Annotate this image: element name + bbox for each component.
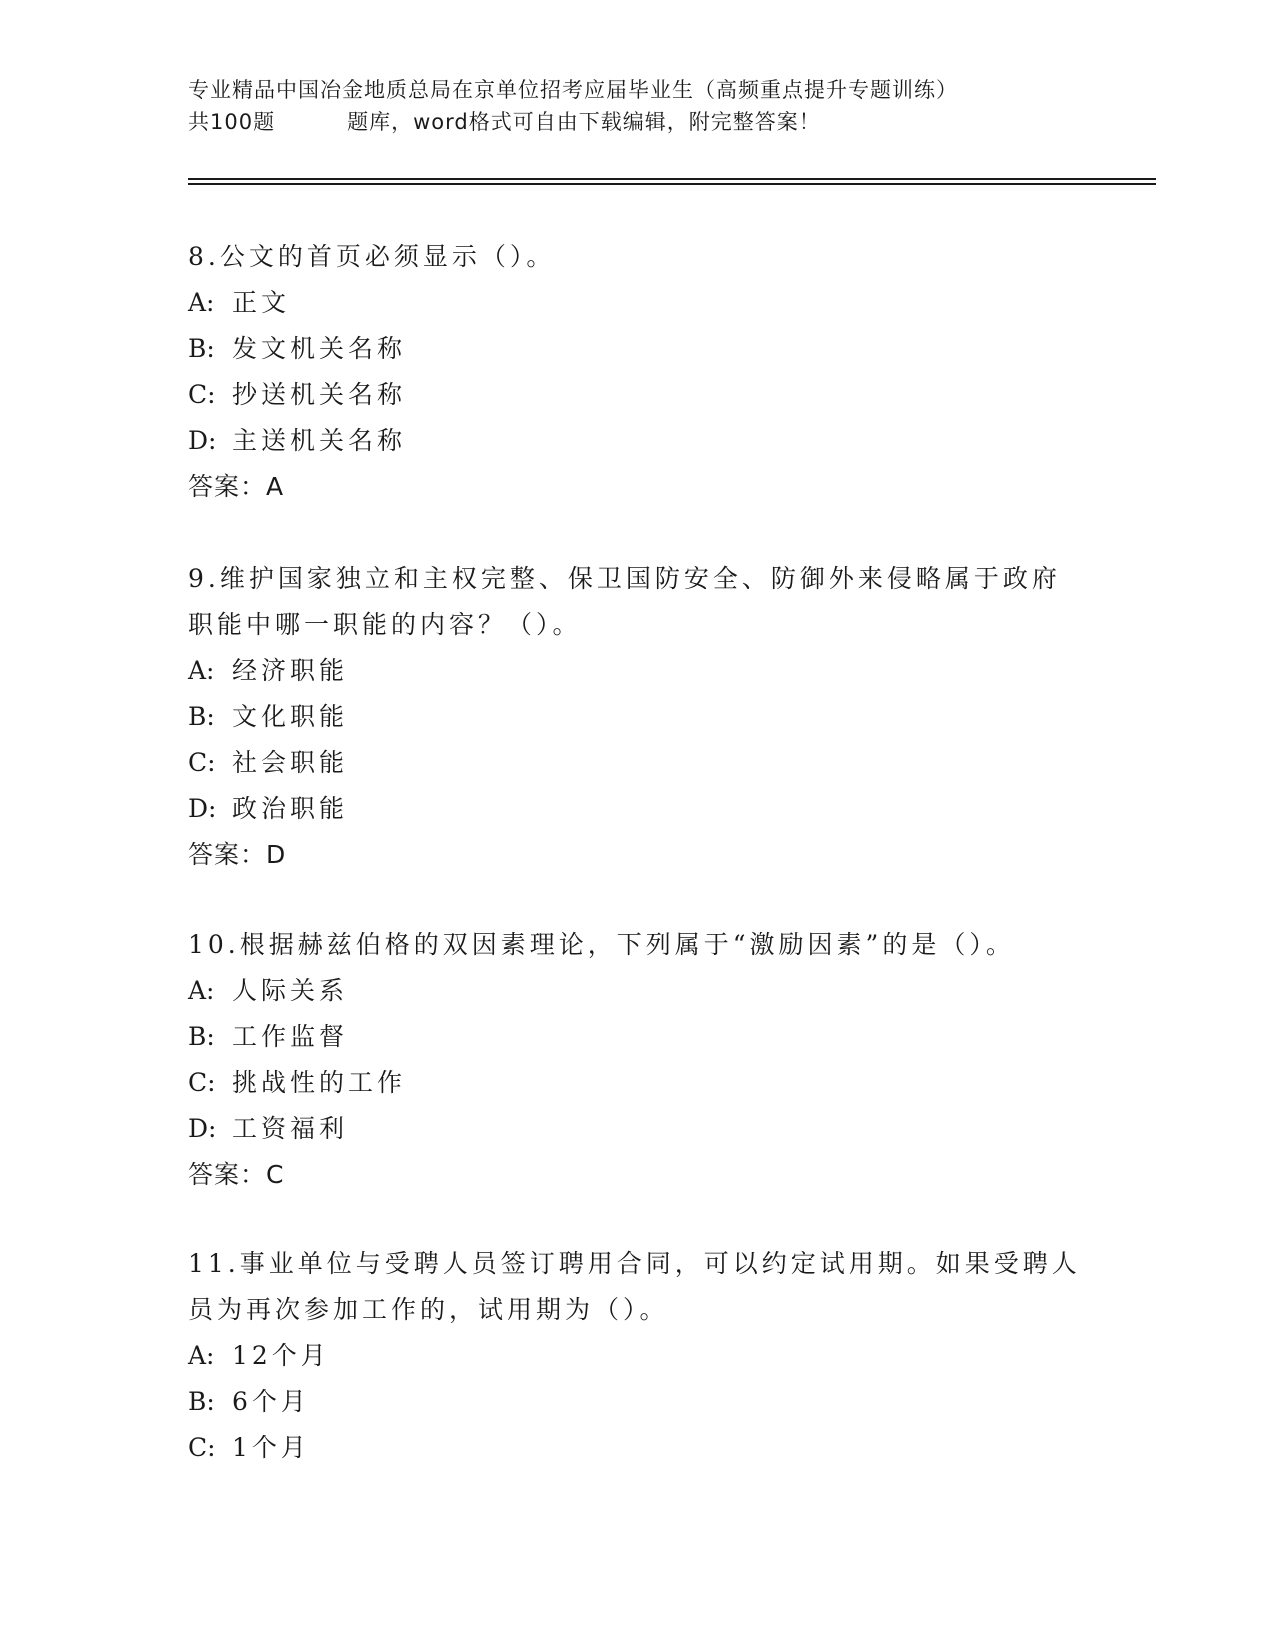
question-11 [188,1241,1088,1471]
option-text: 文化职能 [232,702,349,731]
header-subtitle [188,106,1088,138]
option-b [188,1014,1088,1060]
header-title: 专业精品中国冶金地质总局在京单位招考应届毕业生（高频重点提升专题训练） [188,78,958,102]
option-text: 1个月 [232,1433,310,1462]
option-key: C: [188,380,216,409]
option-key: A: [188,976,215,1005]
option-key: C: [188,1068,216,1097]
option-text: 工资福利 [232,1114,349,1143]
option-key: C: [188,1433,216,1462]
question-stem-line-1: 11.事业单位与受聘人员签订聘用合同，可以约定试用期。如果受聘人 [188,1249,1081,1278]
option-a [188,1333,1088,1379]
option-d [188,1106,1088,1152]
answer-line: 答案：A [188,472,285,501]
option-key: D: [188,426,217,455]
option-text: 正文 [232,288,291,317]
question-stem-line-2: 职能中哪一职能的内容？（）。 [188,610,582,639]
option-b [188,694,1088,740]
option-text: 工作监督 [232,1022,349,1051]
question-stem: 8.公文的首页必须显示（）。 [188,242,556,271]
option-text: 社会职能 [232,748,349,777]
answer-line: 答案：D [188,840,287,869]
option-b [188,1379,1088,1425]
answer-line: 答案：C [188,1160,285,1189]
option-key: C: [188,748,216,777]
option-text: 经济职能 [232,656,349,685]
option-a [188,648,1088,694]
option-key: D: [188,794,217,823]
option-key: A: [188,288,215,317]
option-key: A: [188,1341,215,1370]
option-key: B: [188,1022,215,1051]
option-d [188,418,1088,464]
header-description: 题库，word格式可自由下载编辑，附完整答案！ [347,110,821,134]
question-stem: 10.根据赫兹伯格的双因素理论，下列属于“激励因素”的是（）。 [188,930,1015,959]
question-10 [188,922,1088,1198]
header-divider-bottom [188,183,1156,185]
option-text: 发文机关名称 [232,334,407,363]
option-text: 6个月 [232,1387,310,1416]
option-c [188,1060,1088,1106]
option-c [188,740,1088,786]
question-count: 共100题 [188,110,276,134]
option-key: B: [188,702,215,731]
option-text: 挑战性的工作 [232,1068,407,1097]
question-9 [188,556,1088,878]
option-text: 人际关系 [232,976,349,1005]
option-a [188,280,1088,326]
option-text: 主送机关名称 [232,426,407,455]
option-c [188,1425,1088,1471]
option-d [188,786,1088,832]
header-divider-top [188,178,1156,180]
option-key: A: [188,656,215,685]
option-key: B: [188,1387,215,1416]
question-stem-line-2: 员为再次参加工作的，试用期为（）。 [188,1295,669,1324]
option-text: 抄送机关名称 [232,380,407,409]
question-8 [188,234,1088,510]
option-b [188,326,1088,372]
question-stem-line-1: 9.维护国家独立和主权完整、保卫国防安全、防御外来侵略属于政府 [188,564,1061,593]
option-key: D: [188,1114,217,1143]
option-key: B: [188,334,215,363]
option-a [188,968,1088,1014]
option-c [188,372,1088,418]
option-text: 政治职能 [232,794,349,823]
document-header [188,74,1088,138]
option-text: 12个月 [232,1341,330,1370]
